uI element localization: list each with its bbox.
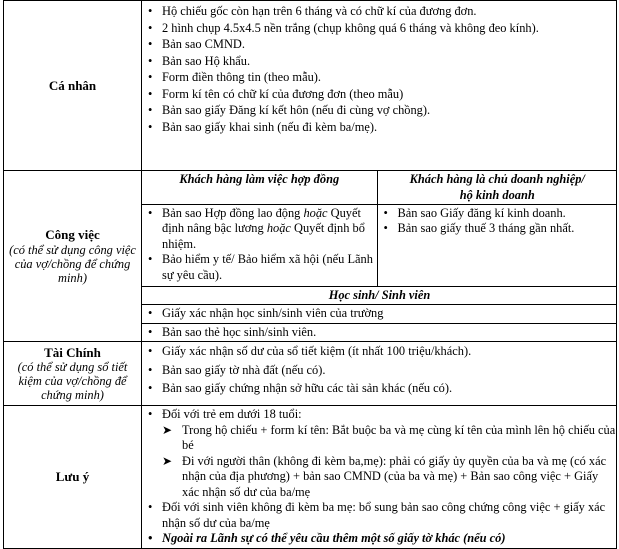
list-item: • Bản sao giấy tờ nhà đất (nếu có). <box>142 363 616 379</box>
list-item: • Đối với sinh viên không đi kèm ba mẹ: bổ sung bản sao công chứng công việc + giấy xác nhận số dư của ba/mẹ <box>142 500 616 531</box>
contract-worker-docs <box>142 204 377 286</box>
list-student-2 <box>142 325 617 341</box>
arrow-icon: ➤ <box>162 453 173 468</box>
header-contract-worker: Khách hàng làm việc hợp đồng <box>142 171 377 204</box>
label-cell-cong-viec <box>4 171 142 342</box>
list-item <box>142 206 377 253</box>
sub-item <box>142 454 616 501</box>
list-luu-y <box>142 407 616 423</box>
section-label-luu-y: Lưu ý <box>55 469 90 484</box>
item-text-or: hoặc <box>303 205 328 220</box>
content-tai-chinh <box>142 342 617 406</box>
content-ca-nhan <box>142 1 617 171</box>
list-item: • Bản sao giấy Đăng kí kết hôn (nếu đi cùng vợ chồng). <box>142 103 616 119</box>
list-item: • Bảo hiểm y tế/ Bảo hiểm xã hội (nếu Lãnh sự yêu cầu). <box>142 252 377 283</box>
list-business-owner <box>378 206 618 237</box>
student-docs <box>142 305 617 324</box>
item-text: Bản sao Hợp đồng lao động <box>162 205 304 220</box>
list-item: • Bản sao Giấy đăng kí kinh doanh. <box>378 206 618 222</box>
label-cell-luu-y <box>4 406 142 549</box>
list-item: • Bản sao Hộ khẩu. <box>142 54 616 70</box>
content-luu-y <box>142 406 617 549</box>
list-item: • Form điền thông tin (theo mẫu). <box>142 70 616 86</box>
item-text: Quyết định bổ nhiệm. <box>162 221 365 251</box>
list-contract-worker <box>142 206 377 284</box>
requirements-table <box>3 0 617 549</box>
list-item: • Form kí tên có chữ kí của đương đơn (theo mẫu) <box>142 87 616 103</box>
list-ca-nhan <box>142 4 616 135</box>
list-item: • Bản sao giấy khai sinh (nếu đi kèm ba/mẹ). <box>142 120 616 136</box>
section-label-tai-chinh: Tài Chính <box>44 344 101 360</box>
row-cong-viec <box>4 171 617 342</box>
list-luu-y-2 <box>142 500 616 547</box>
section-note-tai-chinh: (có thể sử dụng sổ tiết kiệm của vợ/chồng để chứng minh) <box>17 360 128 403</box>
list-item: • Bản sao giấy thuế 3 tháng gần nhất. <box>378 221 618 237</box>
section-label-cong-viec: Công việc <box>45 227 100 243</box>
business-owner-docs <box>377 204 617 286</box>
row-ca-nhan <box>4 1 617 171</box>
label-cell-tai-chinh <box>4 342 142 406</box>
student-docs-2 <box>142 323 617 341</box>
list-item: • Hộ chiếu gốc còn hạn trên 6 tháng và có chữ kí của đương đơn. <box>142 4 616 20</box>
list-item: • Giấy xác nhận số dư của sổ tiết kiệm (ít nhất 100 triệu/khách). <box>142 344 616 360</box>
item-text: Quyết định nâng bậc lương <box>162 205 361 235</box>
list-item: • Bản sao giấy chứng nhận sở hữu các tài sản khác (nếu có). <box>142 381 616 397</box>
work-inner-table <box>142 171 617 341</box>
sub-item-text: Đi với người thân (không đi kèm ba,mẹ): phải có giấy ủy quyền của ba và mẹ (có xác nhận của địa phương) + bản sao CMND (của ba và mẹ) + Bản sao công việc + Giấy xác nhận số dư của ba/mẹ <box>182 453 607 499</box>
list-item: • Bản sao CMND. <box>142 37 616 53</box>
content-cong-viec <box>142 171 617 342</box>
list-item: • Bản sao thẻ học sinh/sinh viên. <box>142 325 617 341</box>
header-business-owner: Khách hàng là chủ doanh nghiệp/ hộ kinh doanh <box>377 171 617 204</box>
section-label-ca-nhan: Cá nhân <box>48 77 97 93</box>
row-tai-chinh <box>4 342 617 406</box>
label-cell-ca-nhan <box>4 1 142 171</box>
sub-item <box>142 423 616 454</box>
list-item: • Đối với trẻ em dưới 18 tuổi: <box>142 407 616 423</box>
row-luu-y <box>4 406 617 549</box>
arrow-icon: ➤ <box>162 422 173 437</box>
list-item: • Giấy xác nhận học sinh/sinh viên của trường <box>142 306 617 322</box>
list-item: • Ngoài ra Lãnh sự có thể yêu cầu thêm một số giấy tờ khác (nếu có) <box>142 531 616 547</box>
list-item: • 2 hình chụp 4.5x4.5 nền trắng (chụp không quá 6 tháng và không đeo kính). <box>142 21 616 37</box>
sub-item-text: Trong hộ chiếu + form kí tên: Bắt buộc ba và mẹ cùng kí tên của mình lên hộ chiếu của bé <box>182 422 616 452</box>
item-text-or: hoặc <box>266 221 291 235</box>
section-note-cong-viec: (có thể sử dụng công việc của vợ/chồng để chứng minh) <box>9 242 136 285</box>
header-student: Học sinh/ Sinh viên <box>142 286 617 305</box>
list-student <box>142 306 617 322</box>
list-tai-chinh <box>142 344 616 397</box>
